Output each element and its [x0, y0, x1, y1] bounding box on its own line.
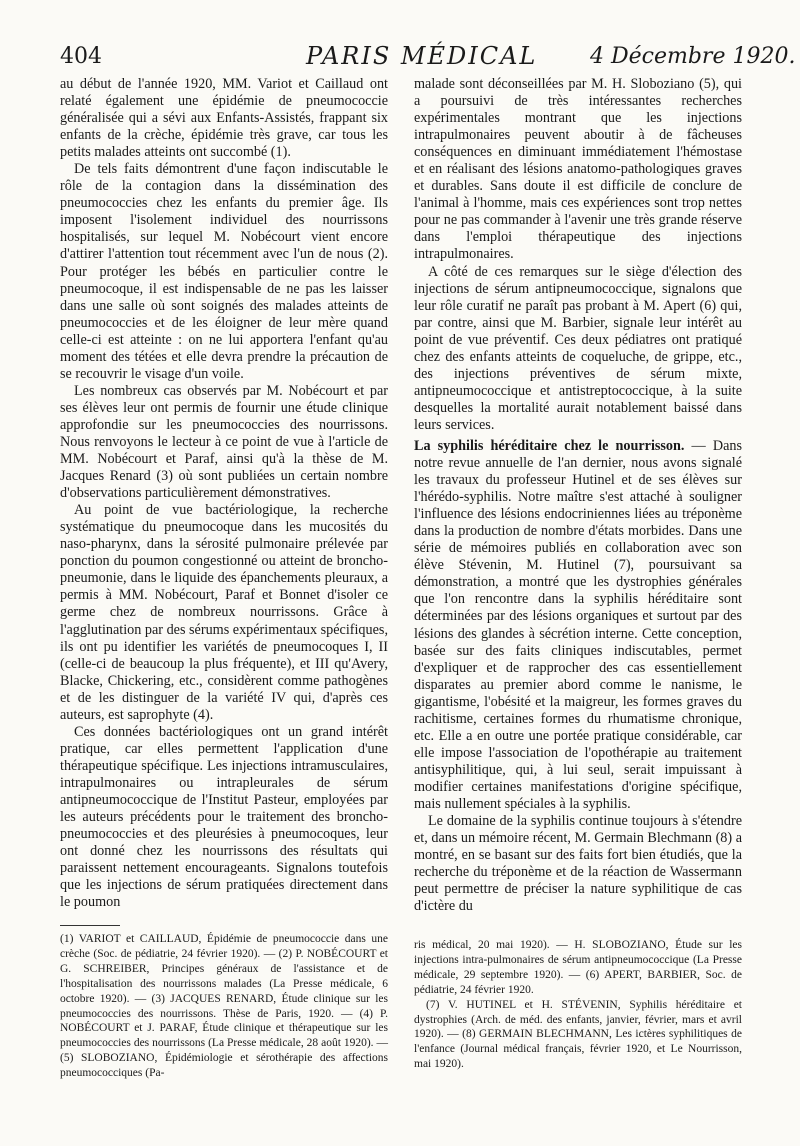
paragraph: Au point de vue bactériologique, la recherche systématique du pneumocoque dans les mucosités du naso-pharynx, dans la sérosité pulmonaire prélevée par ponction du poumon congestionné ou atteint de broncho-pneumonie, dans le liquide des épanchements pleuraux, a permis à MM. Nobécourt, Paraf et Bonnet d'isoler ce germe chez de nombreux nourrissons. Grâce à l'agglutination par des sérums expérimentaux spécifiques, ils ont pu identifier les variétés de pneumocoques I, II (celle-ci de beaucoup la plus fréquente), et III qu'Avery, Blacke, Chickering, etc., considèrent comme pathogènes et de les distinguer de la variété IV qui, d'après ces auteurs, est saprophyte (4). — [60, 502, 388, 723]
section-body: — Dans notre revue annuelle de l'an dernier, nous avons signalé les travaux du professeur Hutinel et de ses élèves sur l'hérédo-syphilis. Notre maître s'est attaché à souligner l'influence des lésions endocriniennes liées au tréponème dans la production de nombre d'états morbides. Dans une série de mémoires publiés en collaboration avec son élève Stévenin, M. Hutinel (7), poursuivant sa démonstration, a montré que les dystrophies générales que l'on rencontre dans la syphilis héréditaire sont déterminées par des lésions organiques et surtout par des lésions des glandes à sécrétion interne. Cette conception, basée sur des faits cliniques indiscutables, permet d'expliquer et de rapprocher des cas essentiellement disparates au premier abord comme le nanisme, le gigantisme, l'obésité et la maigreur, les formes graves du rachitisme, certaines formes du rhumatisme chronique, etc. Elle a en outre une portée pratique considérable, car elle impose l'association de l'opothérapie au traitement antisyphilitique, qui, à lui seul, serait impuissant à modifier certaines manifestations d'origine spécifique, mais nullement spéciales à la syphilis. — [414, 437, 742, 812]
left-column — [60, 76, 388, 911]
footnote: (1) VARIOT et CAILLAUD, Épidémie de pneumococcie dans une crèche (Soc. de pédiatrie, 24 février 1920). — (2) P. NOBÉCOURT et G. SCHREIBER, Principes généraux de l'assistance et de l'hospitalisation des nourrissons malades (La Presse médicale, 6 octobre 1920). — (3) JACQUES RENARD, Étude clinique sur les pneumococcies des nourrissons. Thèse de Paris, 1920. — (4) P. NOBÉCOURT et J. PARAF, Étude clinique et thérapeutique sur les pneumococcies des nourrissons (La Presse médicale, 28 août 1920). — (5) SLOBOZIANO, Épidémiologie et sérothérapie des affections pneumococciques (Pa- — [60, 933, 388, 1080]
footnotes-left — [60, 932, 388, 1081]
paragraph: Le domaine de la syphilis continue toujours à s'étendre et, dans un mémoire récent, M. Germain Blechmann (8) a montré, en se basant sur des faits fort bien étudiés, que la recherche du tréponème et de la réaction de Wassermann peut permettre de préciser la nature syphilitique de cas d'ictère du — [414, 813, 742, 915]
paragraph: A côté de ces remarques sur le siège d'élection des injections de sérum antipneumococcique, signalons que leur rôle curatif ne paraît pas probant à M. Apert (6) qui, par contre, ainsi que M. Barbier, signale leur intérêt au point de vue préventif. Ces deux pédiatres ont pratiqué chez des enfants atteints de coqueluche, de grippe, etc., des injections préventives de sérum mixte, antipneumococcique et antistreptococcique, à la suite desquelles la mortalité aurait notablement baissé dans leurs services. — [414, 263, 742, 433]
footnote: ris médical, 20 mai 1920). — H. SLOBOZIANO, Étude sur les injections intra-pulmonaires de sérum antipneumococcique (La Presse médicale, 29 septembre 1920). — (6) APERT, BARBIER, Soc. de pédiatrie, 24 février 1920. — [414, 939, 742, 996]
issue-date: 4 Décembre 1920. — [590, 44, 796, 69]
right-column — [414, 76, 742, 915]
paragraph: De tels faits démontrent d'une façon indiscutable le rôle de la contagion dans la dissémination des pneumococcies chez les enfants du premier âge. Ils imposent l'isolement individuel des nourrissons hospitalisés, sur lequel M. Nobécourt vient encore d'attirer l'attention tout récemment avec l'un de nous (2). Pour protéger les bébés en particulier contre le pneumocoque, il est indispensable de ne pas les laisser dans une salle où sont soignés des malades atteints de pneumococcies et de les éloigner de leur mère quand celle-ci est atteinte : on ne lui apportera l'enfant qu'au moment des tétées et elle devra prendre la précaution de se recouvrir le visage d'un voile. — [60, 161, 388, 382]
paragraph: Les nombreux cas observés par M. Nobécourt et par ses élèves leur ont permis de fournir une étude clinique approfondie sur les pneumococcies des nourrissons. Nous renvoyons le lecteur à ce point de vue à l'article de MM. Nobécourt et Paraf, ainsi qu'à la thèse de M. Jacques Renard (3) où sont publiées un certain nombre d'observations particulièrement démonstratives. — [60, 382, 388, 502]
footnote: (7) V. HUTINEL et H. STÉVENIN, Syphilis héréditaire et dystrophies (Arch. de méd. des enfants, janvier, février, mars et avril 1920). — (8) GERMAIN BLECHMANN, Les ictères syphilitiques de l'enfance (Journal médical français, février 1920, et Le Nourrisson, mai 1920). — [414, 998, 742, 1071]
paragraph: Ces données bactériologiques ont un grand intérêt pratique, car elles permettent l'application d'une thérapeutique spécifique. Les injections intramusculaires, intrapulmonaires ou intrapleurales de sérum antipneumococcique de l'Institut Pasteur, employées par les auteurs précédents pour le traitement des broncho-pneumococcies et des pleurésies à pneumocoques, leur ont donné chez les nourrissons des résultats qui paraissent nettement encourageants. Signalons toutefois que les injections de sérum pratiquées directement dans le poumon — [60, 723, 388, 911]
footnotes-right — [414, 938, 742, 1072]
paragraph: malade sont déconseillées par M. H. Sloboziano (5), qui a poursuivi de très intéressantes recherches expérimentales montrant que les injections intrapulmonaires peuvent aboutir à de fâcheuses conséquences en diminuant immédiatement l'hémostase et en réalisant des lésions anatomo-pathologiques graves et durables. Sans doute il est difficile de conclure de l'animal à l'homme, mais ces expériences sont trop nettes pour ne pas commander à l'avenir une très grande réserve dans l'emploi thérapeutique des injections intrapulmonaires. — [414, 76, 742, 263]
section-title: La syphilis héréditaire chez le nourrisson. — [414, 437, 685, 454]
section-paragraph — [414, 438, 742, 813]
page-number: 404 — [60, 44, 102, 69]
journal-title: PARIS MÉDICAL — [306, 42, 538, 70]
paragraph: au début de l'année 1920, MM. Variot et Caillaud ont relaté également une épidémie de pneumococcie généralisée qui a sévi aux Enfants-Assistés, frappant six enfants de la crèche, épidémie très grave, car tous les petits malades atteints ont succombé (1). — [60, 76, 388, 161]
footnote-divider — [60, 925, 120, 926]
